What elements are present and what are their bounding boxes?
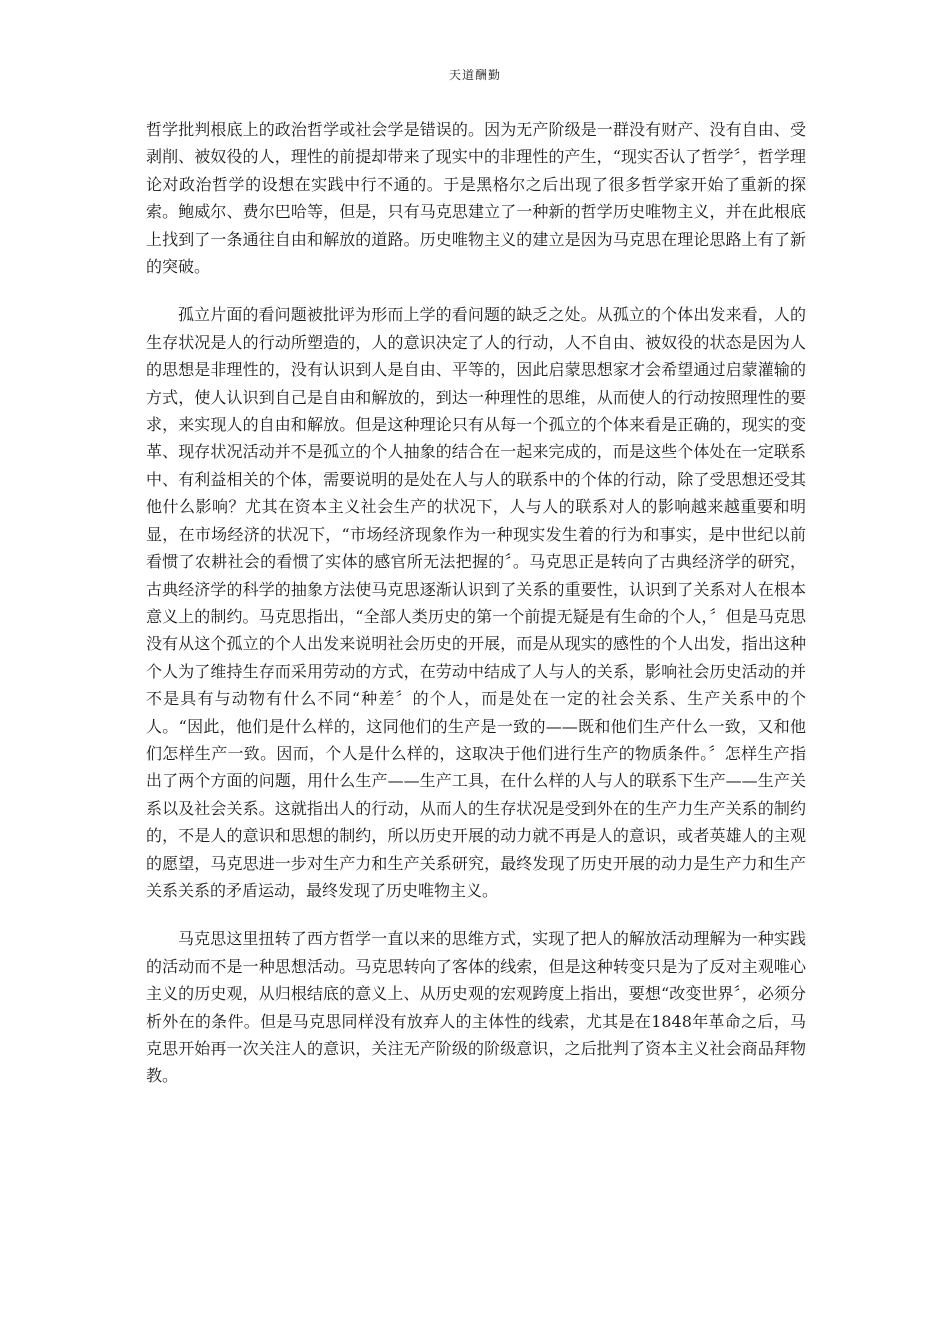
paragraph-3: 马克思这里扭转了西方哲学一直以来的思维方式，实现了把人的解放活动理解为一种实践的活动而不是一种思想活动。马克思转向了客体的线索，但是这种转变只是为了反对主观唯心主义的历史观，从归根结底的意义上、从历史观的宏观跨度上指出，要想“改变世界〞，必须分析外在的条件。但是马克思同样没有放弃人的主体性的线索，尤其是在1848年革命之后，马克思开始再一次关注人的意识，关注无产阶级的阶级意识，之后批判了资本主义社会商品拜物教。 xyxy=(146,929,806,1086)
document-body xyxy=(146,116,806,1090)
paragraph-2: 孤立片面的看问题被批评为形而上学的看问题的缺乏之处。从孤立的个体出发来看，人的生存状况是人的行动所塑造的，人的意识决定了人的行动，人不自由、被奴役的状态是因为人的思想是非理性的，没有认识到人是自由、平等的，因此启蒙思想家才会希望通过启蒙灌输的方式，使人认识到自己是自由和解放的，到达一种理性的思维，从而使人的行动按照理性的要求，来实现人的自由和解放。但是这种理论只有从每一个孤立的个体来看是正确的，现实的变革、现存状况活动并不是孤立的个人抽象的结合在一起来完成的，而是这些个体处在一定联系中、有利益相关的个体，需要说明的是处在人与人的联系中的个体的行动，除了受思想还受其他什么影响？尤其在资本主义社会生产的状况下，人与人的联系对人的影响越来越重要和明显，在市场经济的状况下，“市场经济现象作为一种现实发生着的行为和事实，是中世纪以前看惯了农耕社会的看惯了实体的感官所无法把握的〞。马克思正是转向了古典经济学的研究，古典经济学的科学的抽象方法使马克思逐渐认识到了关系的重要性，认识到了关系对人在根本意义上的制约。马克思指出，“全部人类历史的第一个前提无疑是有生命的个人，〞但是马克思没有从这个孤立的个人出发来说明社会历史的开展，而是从现实的感性的个人出发，指出这种个人为了维持生存而采用劳动的方式，在劳动中结成了人与人的关系，影响社会历史活动的并不是具有与动物有什么不同“种差〞的个人，而是处在一定的社会关系、生产关系中的个人。“因此，他们是什么样的，这同他们的生产是一致的——既和他们生产什么一致，又和他们怎样生产一致。因而，个人是什么样的，这取决于他们进行生产的物质条件。〞怎样生产指出了两个方面的问题，用什么生产——生产工具，在什么样的人与人的联系下生产——生产关系以及社会关系。这就指出人的行动，从而人的生存状况是受到外在的生产力生产关系的制约的，不是人的意识和思想的制约，所以历史开展的动力就不再是人的意识，或者英雄人的主观的愿望，马克思进一步对生产力和生产关系研究，最终发现了历史开展的动力是生产力和生产关系关系的矛盾运动，最终发现了历史唯物主义。 xyxy=(146,305,806,900)
paragraph-1: 哲学批判根底上的政治哲学或社会学是错误的。因为无产阶级是一群没有财产、没有自由、受剥削、被奴役的人，理性的前提却带来了现实中的非理性的产生，“现实否认了哲学〞，哲学理论对政治哲学的设想在实践中行不通的。于是黑格尔之后出现了很多哲学家开始了重新的探索。鲍威尔、费尔巴哈等，但是，只有马克思建立了一种新的哲学历史唯物主义，并在此根底上找到了一条通往自由和解放的道路。历史唯物主义的建立是因为马克思在理论思路上有了新的突破。 xyxy=(146,120,806,277)
page-header: 天道酬勤 xyxy=(448,68,501,82)
